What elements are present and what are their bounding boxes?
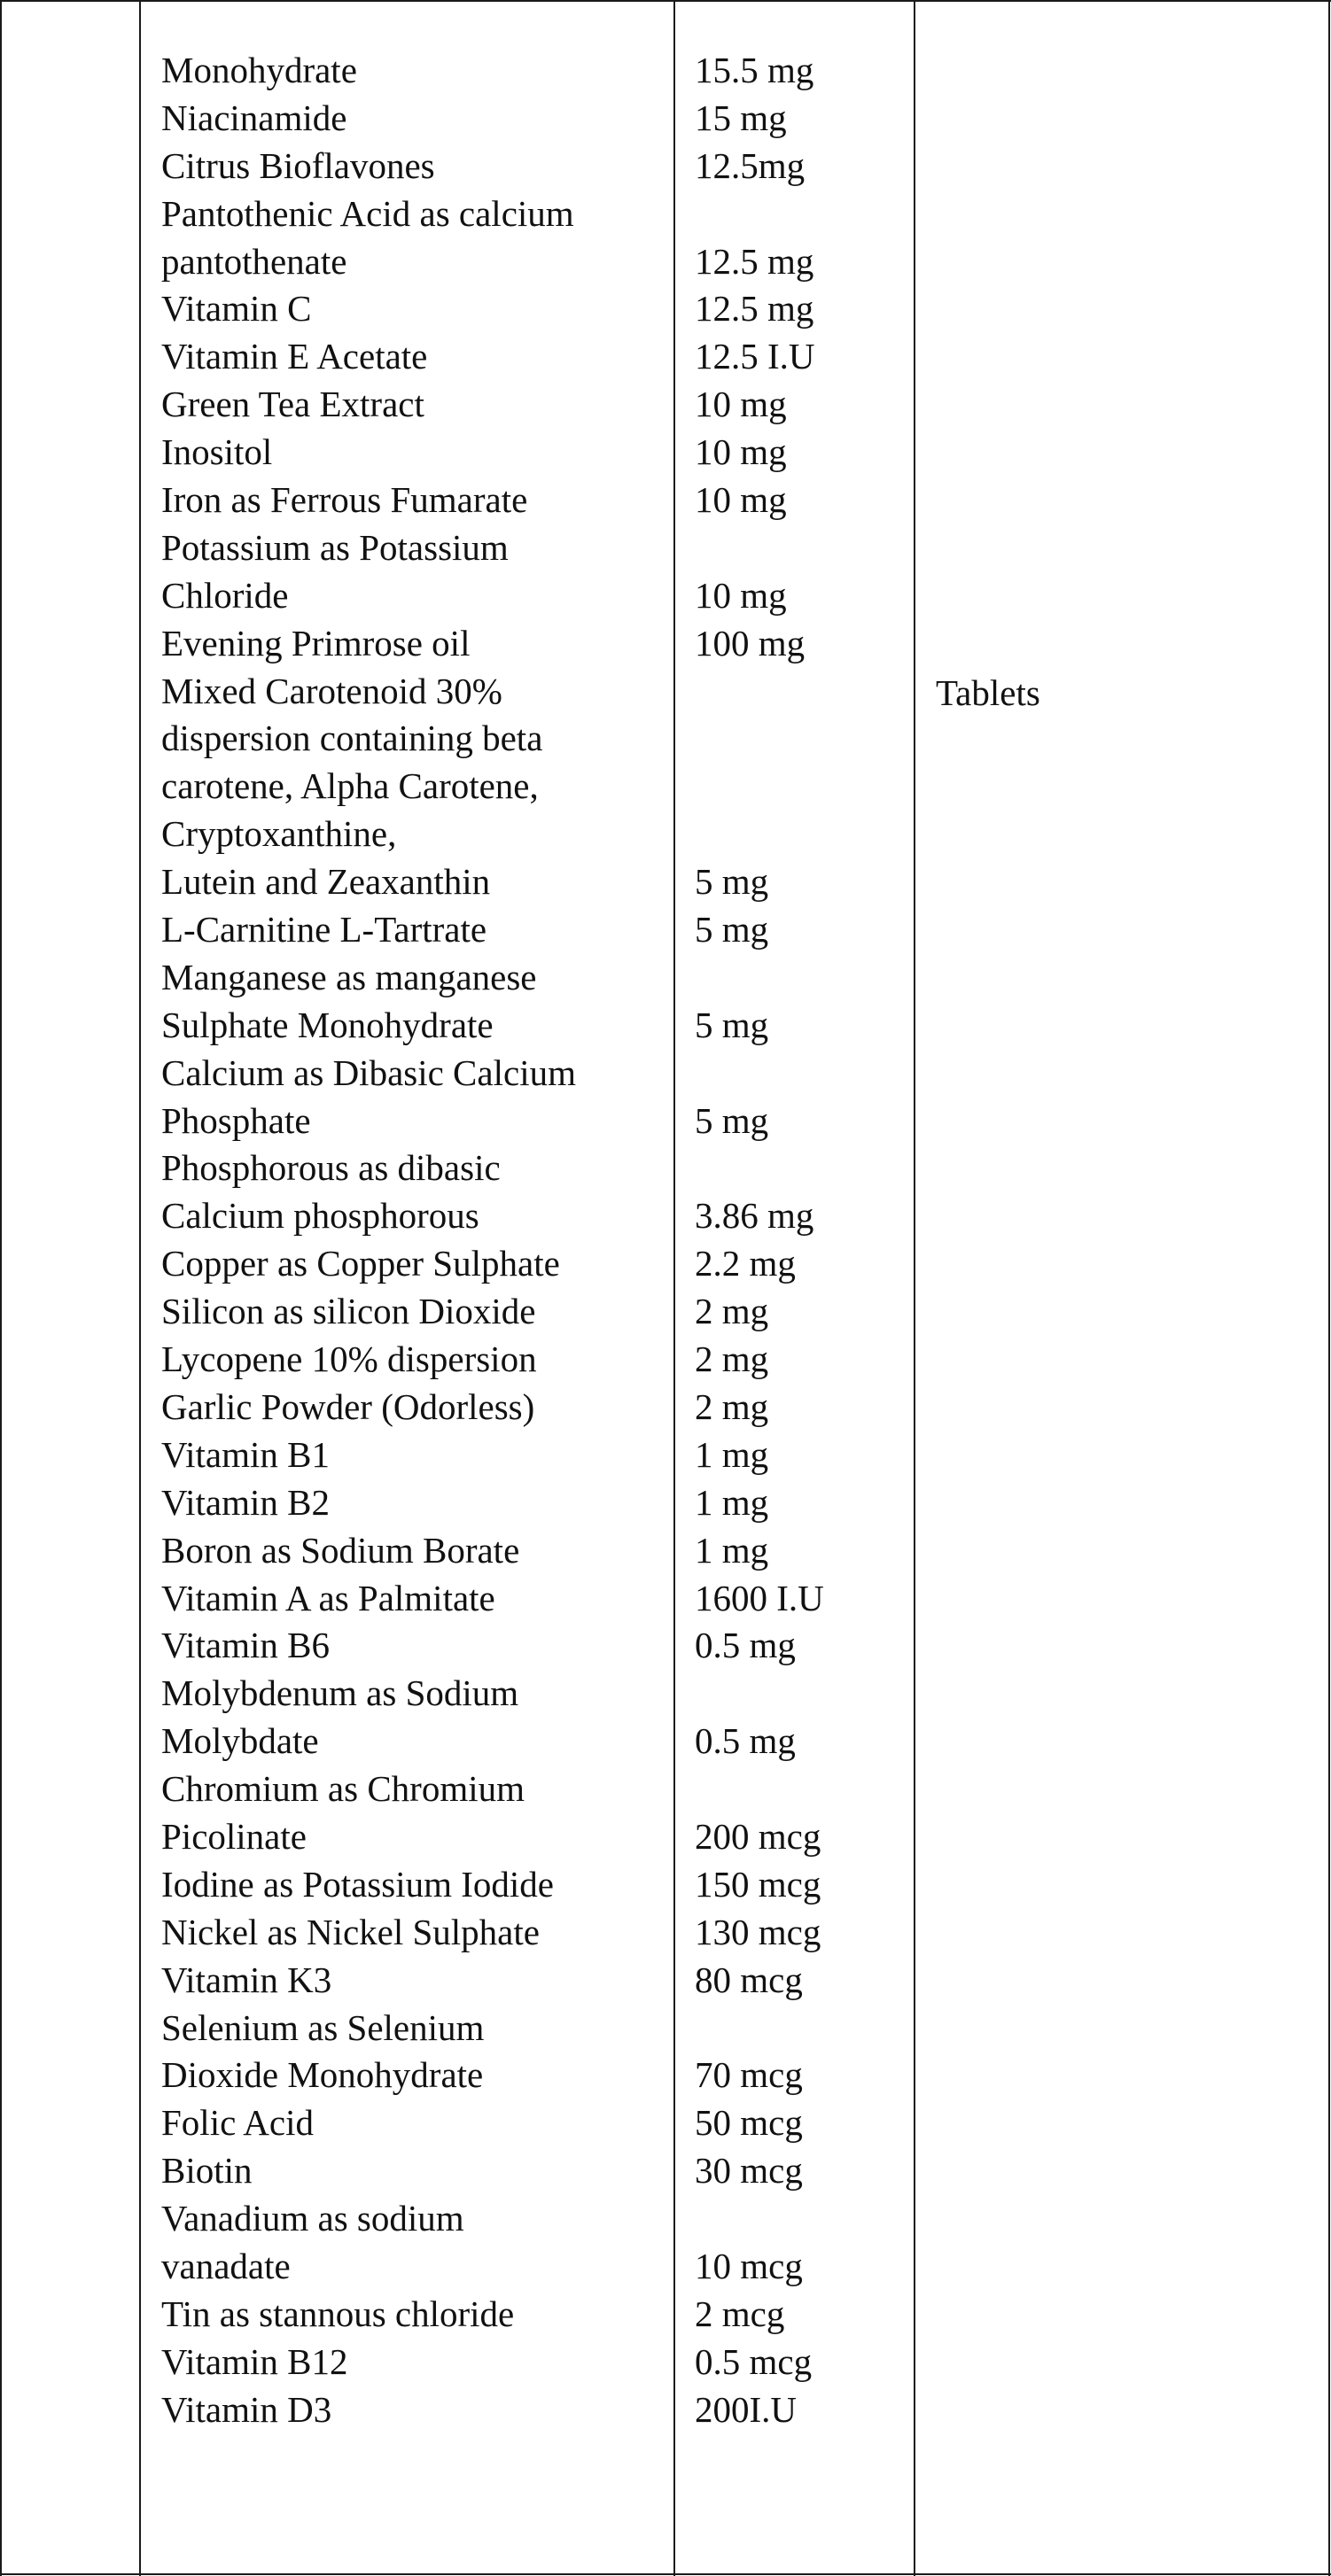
amount-line (695, 2195, 907, 2243)
amount-line: 2 mcg (695, 2293, 785, 2334)
amount-line: 130 mcg (695, 1911, 821, 1952)
amount-line (695, 190, 907, 238)
amount-line: 2 mg (695, 1385, 769, 1427)
amount-line (695, 1050, 907, 1098)
amount-line: 12.5mg (695, 144, 806, 186)
amount-line: 12.5 mg (695, 240, 814, 282)
ingredient-line: Evening Primrose oil (161, 622, 471, 663)
ingredient-line: Chromium as Chromium (161, 1768, 525, 1810)
ingredient-line: Tin as stannous chloride (161, 2293, 515, 2334)
table-border-top (0, 0, 1331, 2)
amount-line: 200 mcg (695, 1815, 821, 1857)
ingredient-line: Vitamin B12 (161, 2340, 348, 2382)
ingredient-line: Biotin (161, 2150, 253, 2192)
amount-line: 5 mg (695, 1004, 769, 1045)
ingredient-line: Monohydrate (161, 50, 357, 90)
ingredient-line: Iron as Ferrous Fumarate (161, 479, 528, 521)
amount-line: 2 mg (695, 1291, 769, 1332)
amount-line (695, 2005, 907, 2052)
amount-line (695, 811, 907, 858)
ingredient-line: Calcium as Dibasic Calcium (161, 1051, 576, 1093)
ingredient-line: dispersion containing beta (161, 718, 543, 759)
ingredient-line: Folic Acid (161, 2102, 314, 2144)
amount-line: 15 mg (695, 97, 787, 138)
ingredient-line: Vitamin E Acetate (161, 336, 428, 377)
amount-line: 30 mcg (695, 2150, 803, 2192)
ingredient-line: Potassium as Potassium (161, 526, 509, 568)
amount-line (695, 1765, 907, 1813)
ingredient-line: Phosphate (161, 1099, 311, 1141)
ingredient-line: Selenium as Selenium (161, 2006, 485, 2048)
amount-line: 2 mg (695, 1338, 769, 1380)
table-border-left (0, 0, 2, 2576)
amount-line (695, 763, 907, 811)
table-border-bottom (0, 2573, 1331, 2575)
ingredient-line: Vitamin D3 (161, 2388, 332, 2430)
amount-line: 0.5 mcg (695, 2340, 813, 2382)
ingredient-line: Copper as Copper Sulphate (161, 1243, 560, 1284)
ingredients-column (161, 47, 675, 2434)
amount-line: 10 mg (695, 384, 787, 425)
column-divider-3 (914, 0, 915, 2576)
ingredient-line: Sulphate Monohydrate (161, 1004, 494, 1045)
amount-line: 2.2 mg (695, 1243, 796, 1284)
ingredient-line: Vitamin K3 (161, 1959, 332, 2000)
ingredient-line: Vitamin B1 (161, 1433, 331, 1475)
ingredient-line: carotene, Alpha Carotene, (161, 765, 539, 807)
ingredient-line: Mixed Carotenoid 30% (161, 670, 502, 711)
ingredient-line: Silicon as silicon Dioxide (161, 1291, 536, 1332)
ingredient-line: Dioxide Monohydrate (161, 2054, 484, 2096)
ingredient-line: Lycopene 10% dispersion (161, 1338, 537, 1380)
amount-line: 200I.U (695, 2388, 798, 2430)
amount-line: 0.5 mg (695, 1625, 796, 1666)
amount-line: 10 mcg (695, 2245, 803, 2286)
amount-line: 1 mg (695, 1529, 769, 1571)
amount-line: 5 mg (695, 909, 769, 950)
ingredient-line: Inositol (161, 431, 273, 473)
ingredient-line: Garlic Powder (Odorless) (161, 1385, 535, 1427)
ingredient-line: Niacinamide (161, 97, 347, 138)
amount-line (695, 524, 907, 572)
ingredient-line: Green Tea Extract (161, 384, 424, 425)
amount-line: 5 mg (695, 1099, 769, 1141)
ingredient-line: L-Carnitine L-Tartrate (161, 909, 487, 950)
amount-line: 12.5 mg (695, 288, 814, 330)
amount-line: 10 mg (695, 479, 787, 521)
ingredient-line: Iodine as Potassium Iodide (161, 1863, 554, 1905)
amount-line: 100 mg (695, 622, 806, 663)
amount-line: 12.5 I.U (695, 336, 815, 377)
ingredient-line: Boron as Sodium Borate (161, 1529, 520, 1571)
amount-line: 1 mg (695, 1481, 769, 1523)
amounts-column (695, 47, 907, 2434)
ingredient-line: Chloride (161, 574, 289, 616)
ingredient-line: pantothenate (161, 240, 347, 282)
ingredient-line: Lutein and Zeaxanthin (161, 861, 491, 903)
ingredient-line: Nickel as Nickel Sulphate (161, 1911, 540, 1952)
table-border-right (1328, 0, 1330, 2576)
ingredient-line: Vitamin C (161, 288, 312, 330)
amount-line (695, 668, 907, 716)
amount-line (695, 715, 907, 763)
amount-line: 50 mcg (695, 2102, 803, 2144)
ingredient-line: vanadate (161, 2245, 291, 2286)
amount-line (695, 954, 907, 1002)
dosage-form-cell: Tablets (936, 672, 1040, 713)
amount-line (695, 1144, 907, 1192)
ingredient-line: Calcium phosphorous (161, 1195, 479, 1237)
ingredient-line: Cryptoxanthine, (161, 813, 397, 855)
ingredient-line: Vitamin B6 (161, 1625, 331, 1666)
amount-line: 5 mg (695, 861, 769, 903)
ingredient-line: Citrus Bioflavones (161, 144, 435, 186)
ingredient-line: Vitamin B2 (161, 1481, 331, 1523)
amount-line: 10 mg (695, 431, 787, 473)
ingredient-line: Phosphorous as dibasic (161, 1147, 501, 1189)
amount-line: 1 mg (695, 1433, 769, 1475)
ingredient-line: Molybdate (161, 1720, 319, 1762)
ingredient-line: Pantothenic Acid as calcium (161, 192, 574, 234)
ingredient-line: Picolinate (161, 1815, 307, 1857)
amount-line: 80 mcg (695, 1959, 803, 2000)
amount-line: 0.5 mg (695, 1720, 796, 1762)
amount-line: 15.5 mg (695, 50, 814, 90)
amount-line (695, 1670, 907, 1718)
ingredient-line: Manganese as manganese (161, 956, 537, 997)
column-divider-1 (139, 0, 141, 2576)
amount-line: 3.86 mg (695, 1195, 814, 1237)
amount-line: 10 mg (695, 574, 787, 616)
amount-line: 70 mcg (695, 2054, 803, 2096)
ingredient-line: Molybdenum as Sodium (161, 1672, 519, 1714)
ingredient-line: Vanadium as sodium (161, 2198, 464, 2239)
amount-line: 1600 I.U (695, 1577, 824, 1618)
amount-line: 150 mcg (695, 1863, 821, 1905)
ingredient-line: Vitamin A as Palmitate (161, 1577, 495, 1618)
